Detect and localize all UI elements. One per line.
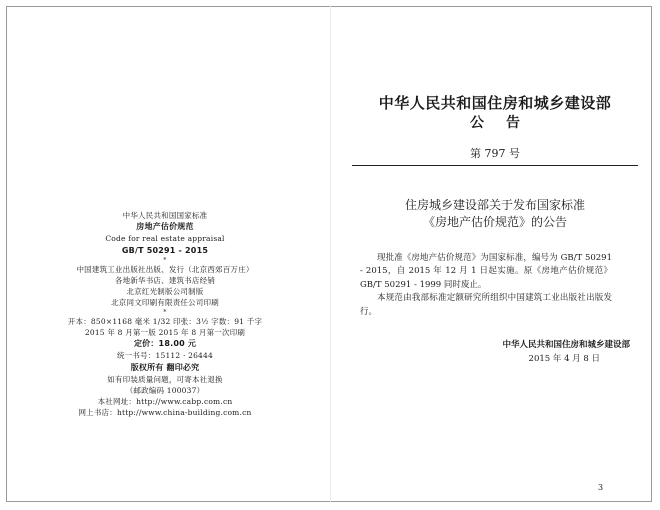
- copyright-line: 版权所有 翻印必究: [130, 362, 200, 372]
- signer: 中华人民共和国住房和城乡建设部: [502, 340, 630, 350]
- book-number-line: 统一书号：15112 · 26444: [117, 351, 213, 361]
- separator-star: *: [163, 308, 167, 316]
- standard-english-title: Code for real estate appraisal: [105, 234, 225, 244]
- right-page: [330, 0, 660, 510]
- separator-star: *: [163, 256, 167, 264]
- announcement-title: [350, 197, 640, 232]
- colophon: [60, 210, 270, 419]
- online-store-line: 网上书店：http://www.china-building.com.cn: [78, 408, 252, 418]
- edition-line: 2015 年 8 月第一版 2015 年 8 月第一次印刷: [84, 328, 246, 338]
- header-rule: [352, 165, 638, 166]
- standard-title: 房地产估价规范: [136, 222, 194, 232]
- distributor-line: 各地新华书店、建筑书店经销: [114, 275, 216, 285]
- issue-date: 2015 年 4 月 8 日: [528, 354, 600, 364]
- publisher-line: 中国建筑工业出版社出版、发行（北京西郊百万庄）: [76, 264, 254, 274]
- price-line: 定价：18.00 元: [133, 339, 197, 349]
- page-number: 3: [598, 483, 604, 492]
- announcement-body: [360, 252, 612, 319]
- return-policy-line: 如有印装质量问题，可寄本社退换: [107, 374, 223, 384]
- body-paragraph-2: 本规范由我部标准定额研究所组织中国建筑工业出版社出版发行。: [360, 293, 612, 317]
- body-paragraph-1: 现批准《房地产估价规范》为国家标准，编号为 GB/T 50291 - 2015，自 2015 年 12 月 1 日起实施。原《房地产估价规范》GB/T 50291 - 1999 同时废止。: [360, 253, 612, 290]
- standard-code: GB/T 50291 - 2015: [121, 245, 209, 255]
- printer-line: 北京同文印刷有限责任公司印刷: [111, 298, 219, 308]
- format-line: 开本：850×1168 毫米 1/32 印张：3½ 字数：91 千字: [67, 316, 263, 326]
- announcement-title-line1: 住房城乡建设部关于发布国家标准: [404, 198, 585, 212]
- postcode-line: （邮政编码 100037）: [125, 385, 205, 395]
- announcement-title-line2: 《房地产估价规范》的公告: [422, 215, 567, 230]
- standard-category: 中华人民共和国国家标准: [122, 211, 208, 220]
- website-line: 本社网址：http://www.cabp.com.cn: [97, 397, 233, 407]
- ministry-heading: 中华人民共和国住房和城乡建设部: [378, 94, 612, 112]
- issue-number: 第 797 号: [470, 147, 520, 160]
- notice-heading: 公告: [470, 115, 542, 131]
- plate-maker-line: 北京红光制版公司制版: [126, 287, 204, 297]
